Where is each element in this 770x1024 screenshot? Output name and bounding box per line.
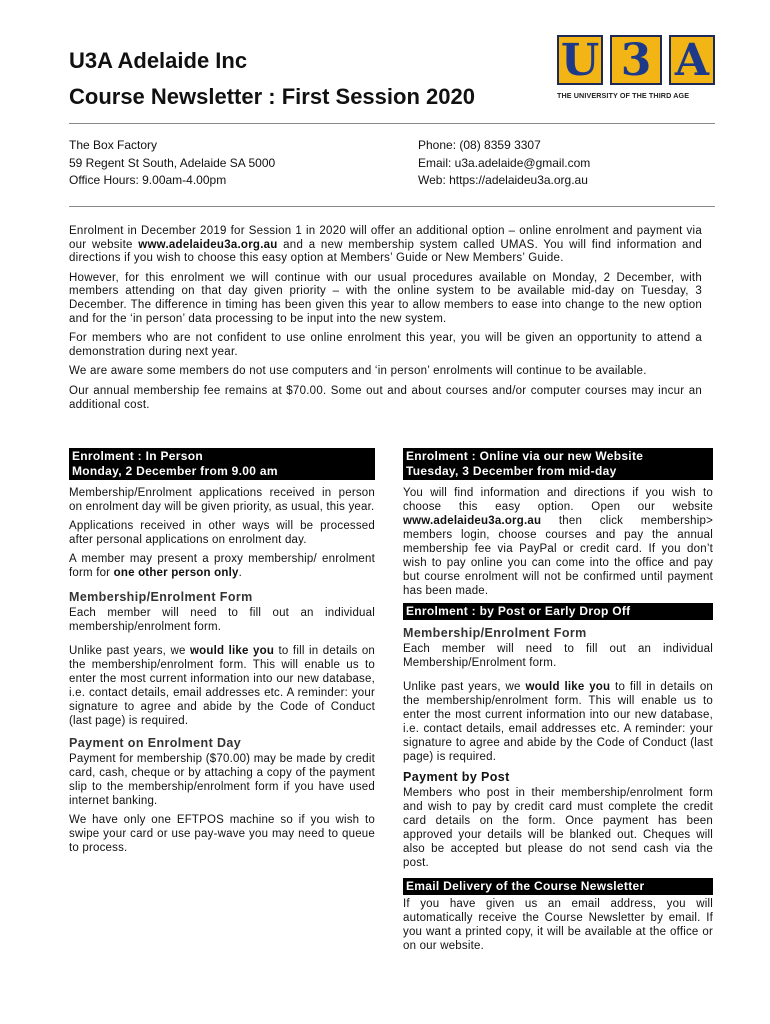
paragraph: Payment for membership ($70.00) may be made by credit card, cash, cheque or by attaching a copy of the payment slip to the membership/enrolment form if you have used internet banking. (69, 753, 375, 807)
address-line: 59 Regent St South, Adelaide SA 5000 (69, 155, 276, 170)
logo-tagline: THE UNIVERSITY OF THE THIRD AGE (557, 91, 690, 100)
paragraph: Members who post in their membership/enrolment form and wish to pay by credit card must complete the credit card details on the form. Once payment has been approved your details will be blanked out. Cheques will also be accepted but please do not send cash via the post. (403, 787, 713, 869)
intro-paragraph: However, for this enrolment we will continue with our usual procedures available on Monday, 2 December, with members attending on that day given priority – with the online system to be available mid-day on Tuesday, 3 December. The difference in timing has been given this year to allow members to ease into change to the new option and for the ‘in person’ data processing to be input into the new system. (69, 271, 702, 325)
intro-paragraph: Enrolment in December 2019 for Session 1 in 2020 will offer an additional option – online enrolment and payment via our website www.adelaideu3a.org.au and a new membership system called UMAS. You will find information and directions if you wish to choose this easy option at Members’ Guide or New Members’ Guide. (69, 225, 702, 265)
paragraph: We have only one EFTPOS machine so if you wish to swipe your card or use pay-wave you may need to queue to process. (69, 814, 375, 854)
intro-paragraph: For members who are not confident to use online enrolment this year, you will be given an opportunity to attend a demonstration during next year. (69, 332, 702, 358)
paragraph: Each member will need to fill out an individual Membership/Enrolment form. (403, 643, 713, 669)
post-banner: Enrolment : by Post or Early Drop Off (403, 603, 713, 620)
website-link: www.adelaideu3a.org.au (138, 238, 278, 251)
in-person-banner: Enrolment : In Person Monday, 2 December from 9.00 am (69, 448, 375, 480)
paragraph: Applications received in other ways will be processed after personal applications on enrolment day. (69, 520, 375, 546)
intro-paragraph: Our annual membership fee remains at $70.00. Some out and about courses and/or computer courses may incur an additional cost. (69, 384, 702, 411)
logo-letter-a: A (669, 35, 715, 85)
payment-heading: Payment on Enrolment Day (69, 736, 242, 750)
paragraph: Unlike past years, we would like you to fill in details on the membership/enrolment form. This will enable us to enter the most current information into our new database, i.e. contact details, email addresses etc. A reminder: your signature to agree and abide by the Code of Conduct (last page) is required. (69, 645, 376, 727)
paragraph: Each member will need to fill out an individual membership/enrolment form. (69, 607, 375, 633)
email: Email: u3a.adelaide@gmail.com (418, 155, 591, 170)
paragraph: A member may present a proxy membership/ enrolment form for one other person only. (69, 553, 375, 579)
office-hours: Office Hours: 9.00am-4.00pm (69, 173, 227, 187)
intro-section (69, 225, 702, 418)
phone: Phone: (08) 8359 3307 (418, 138, 541, 152)
newsletter-title: Course Newsletter : First Session 2020 (69, 84, 475, 109)
online-banner: Enrolment : Online via our new Website Tuesday, 3 December from mid-day (403, 448, 713, 480)
online-column (403, 448, 713, 958)
address-block (69, 137, 275, 190)
website-link: www.adelaideu3a.org.au (403, 515, 542, 527)
newsletter-org-title: U3A Adelaide Inc (69, 48, 248, 73)
contact-divider (69, 206, 715, 207)
paragraph: If you have given us an email address, you will automatically receive the Course Newsletter by email. If you want a printed copy, it will be available at the office or on our website. (403, 898, 713, 952)
logo-letter-3: 3 (610, 35, 662, 85)
paragraph: Unlike past years, we would like you to fill in details on the membership/enrolment form. This will enable us to enter the most current information into our new database, i.e. contact details, email addresses etc. A reminder: your signature to agree and abide by the Code of Conduct (last page) is required. (403, 681, 714, 763)
payment-by-post-heading: Payment by Post (403, 770, 510, 784)
website: Web: https://adelaideu3a.org.au (418, 173, 588, 187)
membership-form-heading: Membership/Enrolment Form (69, 590, 253, 604)
logo-letter-u: U (557, 35, 603, 85)
u3a-logo (557, 35, 717, 107)
paragraph: You will find information and directions if you wish to choose this easy option. Open our website www.adelaideu3a.org.au then click membership> members login, choose courses and pay the annual membership fee via PayPal or credit card. If you don’t wish to pay online you can come into the office and pay but course enrolment will not be confirmed until payment has been made. (403, 487, 713, 597)
paragraph: Membership/Enrolment applications received in person on enrolment day will be given priority, as usual, this year. (69, 487, 375, 513)
email-delivery-banner: Email Delivery of the Course Newsletter (403, 878, 713, 895)
contact-block (418, 137, 590, 190)
membership-form-heading: Membership/Enrolment Form (403, 626, 587, 640)
address-line: The Box Factory (69, 138, 158, 152)
intro-paragraph: We are aware some members do not use computers and ‘in person’ enrolments will continue to be available. (69, 365, 647, 378)
header-divider (69, 123, 715, 124)
in-person-column (69, 448, 375, 860)
